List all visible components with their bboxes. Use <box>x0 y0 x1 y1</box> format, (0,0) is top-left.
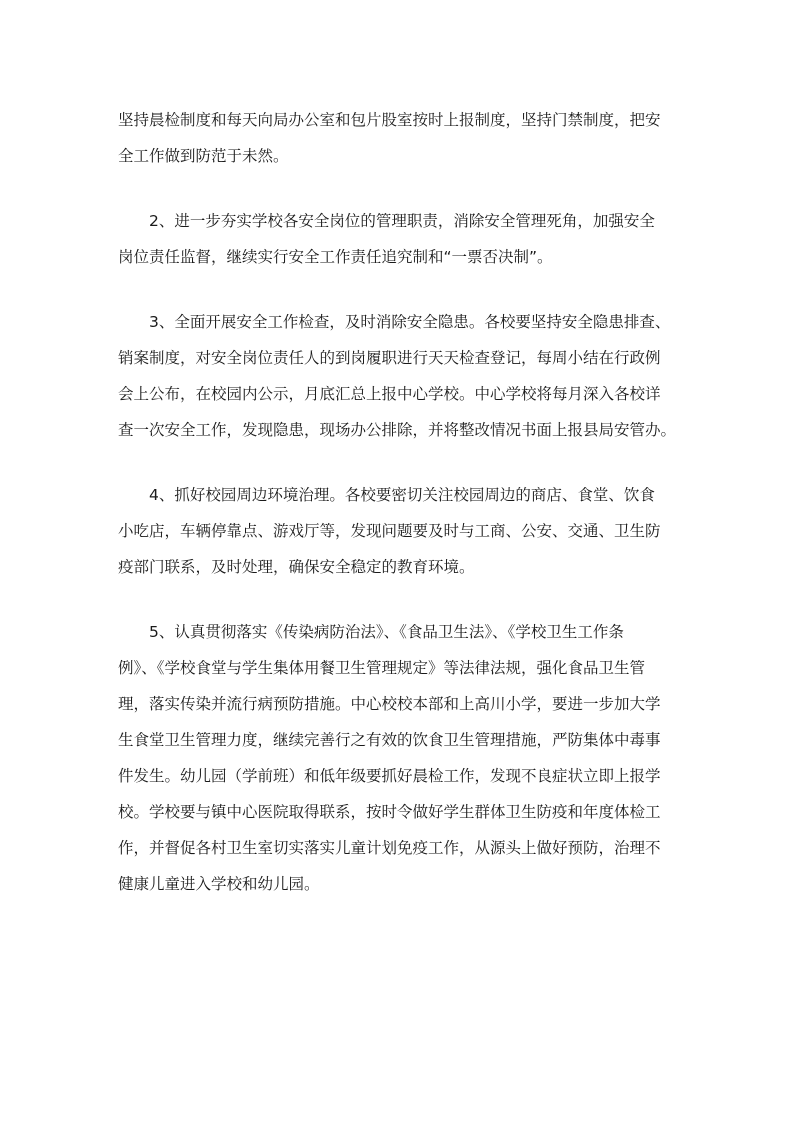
text-line: 理，落实传染并流行病预防措施。中心校校本部和上高川小学，要进一步加大学 <box>118 695 661 713</box>
text-line: 5、认真贯彻落实《传染病防治法》、《食品卫生法》、《学校卫生工作条 <box>149 623 624 641</box>
paragraph-1 <box>118 102 678 174</box>
text-line: 作，并督促各村卫生室切实落实儿童计划免疫工作，从源头上做好预防，治理不 <box>118 839 661 857</box>
text-line: 健康儿童进入学校和幼儿园。 <box>118 875 320 893</box>
document-page <box>118 102 678 931</box>
text-line: 岗位责任监督，继续实行安全工作责任追究制和“一票否决制”。 <box>118 248 553 266</box>
text-line: 例》、《学校食堂与学生集体用餐卫生管理规定》等法律法规，强化食品卫生管 <box>118 659 646 677</box>
text-line: 疫部门联系，及时处理，确保安全稳定的教育环境。 <box>118 558 475 576</box>
text-line: 坚持晨检制度和每天向局办公室和包片股室按时上报制度，坚持门禁制度，把安 <box>118 111 661 129</box>
text-line: 2、进一步夯实学校各安全岗位的管理职责，消除安全管理死角，加强安全 <box>149 212 655 230</box>
text-line: 销案制度，对安全岗位责任人的到岗履职进行天天检查登记，每周小结在行政例 <box>118 349 661 367</box>
text-line: 小吃店，车辆停靠点、游戏厅等，发现问题要及时与工商、公安、交通、卫生防 <box>118 522 661 540</box>
text-line: 3、全面开展安全工作检查，及时消除安全隐患。各校要坚持安全隐患排查、 <box>149 313 671 331</box>
text-line: 全工作做到防范于未然。 <box>118 147 289 165</box>
text-line: 会上公布，在校园内公示，月底汇总上报中心学校。中心学校将每月深入各校详 <box>118 385 661 403</box>
paragraph-3 <box>118 304 678 448</box>
paragraph-2 <box>118 203 678 275</box>
text-line: 查一次安全工作，发现隐患，现场办公排除，并将整改情况书面上报县局安管办。 <box>118 421 677 439</box>
paragraph-5 <box>118 614 678 902</box>
text-line: 4、抓好校园周边环境治理。各校要密切关注校园周边的商店、食堂、饮食 <box>149 486 655 504</box>
text-line: 件发生。幼儿园（学前班）和低年级要抓好晨检工作，发现不良症状立即上报学 <box>118 767 661 785</box>
paragraph-4 <box>118 477 678 585</box>
text-line: 校。学校要与镇中心医院取得联系，按时令做好学生群体卫生防疫和年度体检工 <box>118 803 661 821</box>
text-line: 生食堂卫生管理力度，继续完善行之有效的饮食卫生管理措施，严防集体中毒事 <box>118 731 661 749</box>
